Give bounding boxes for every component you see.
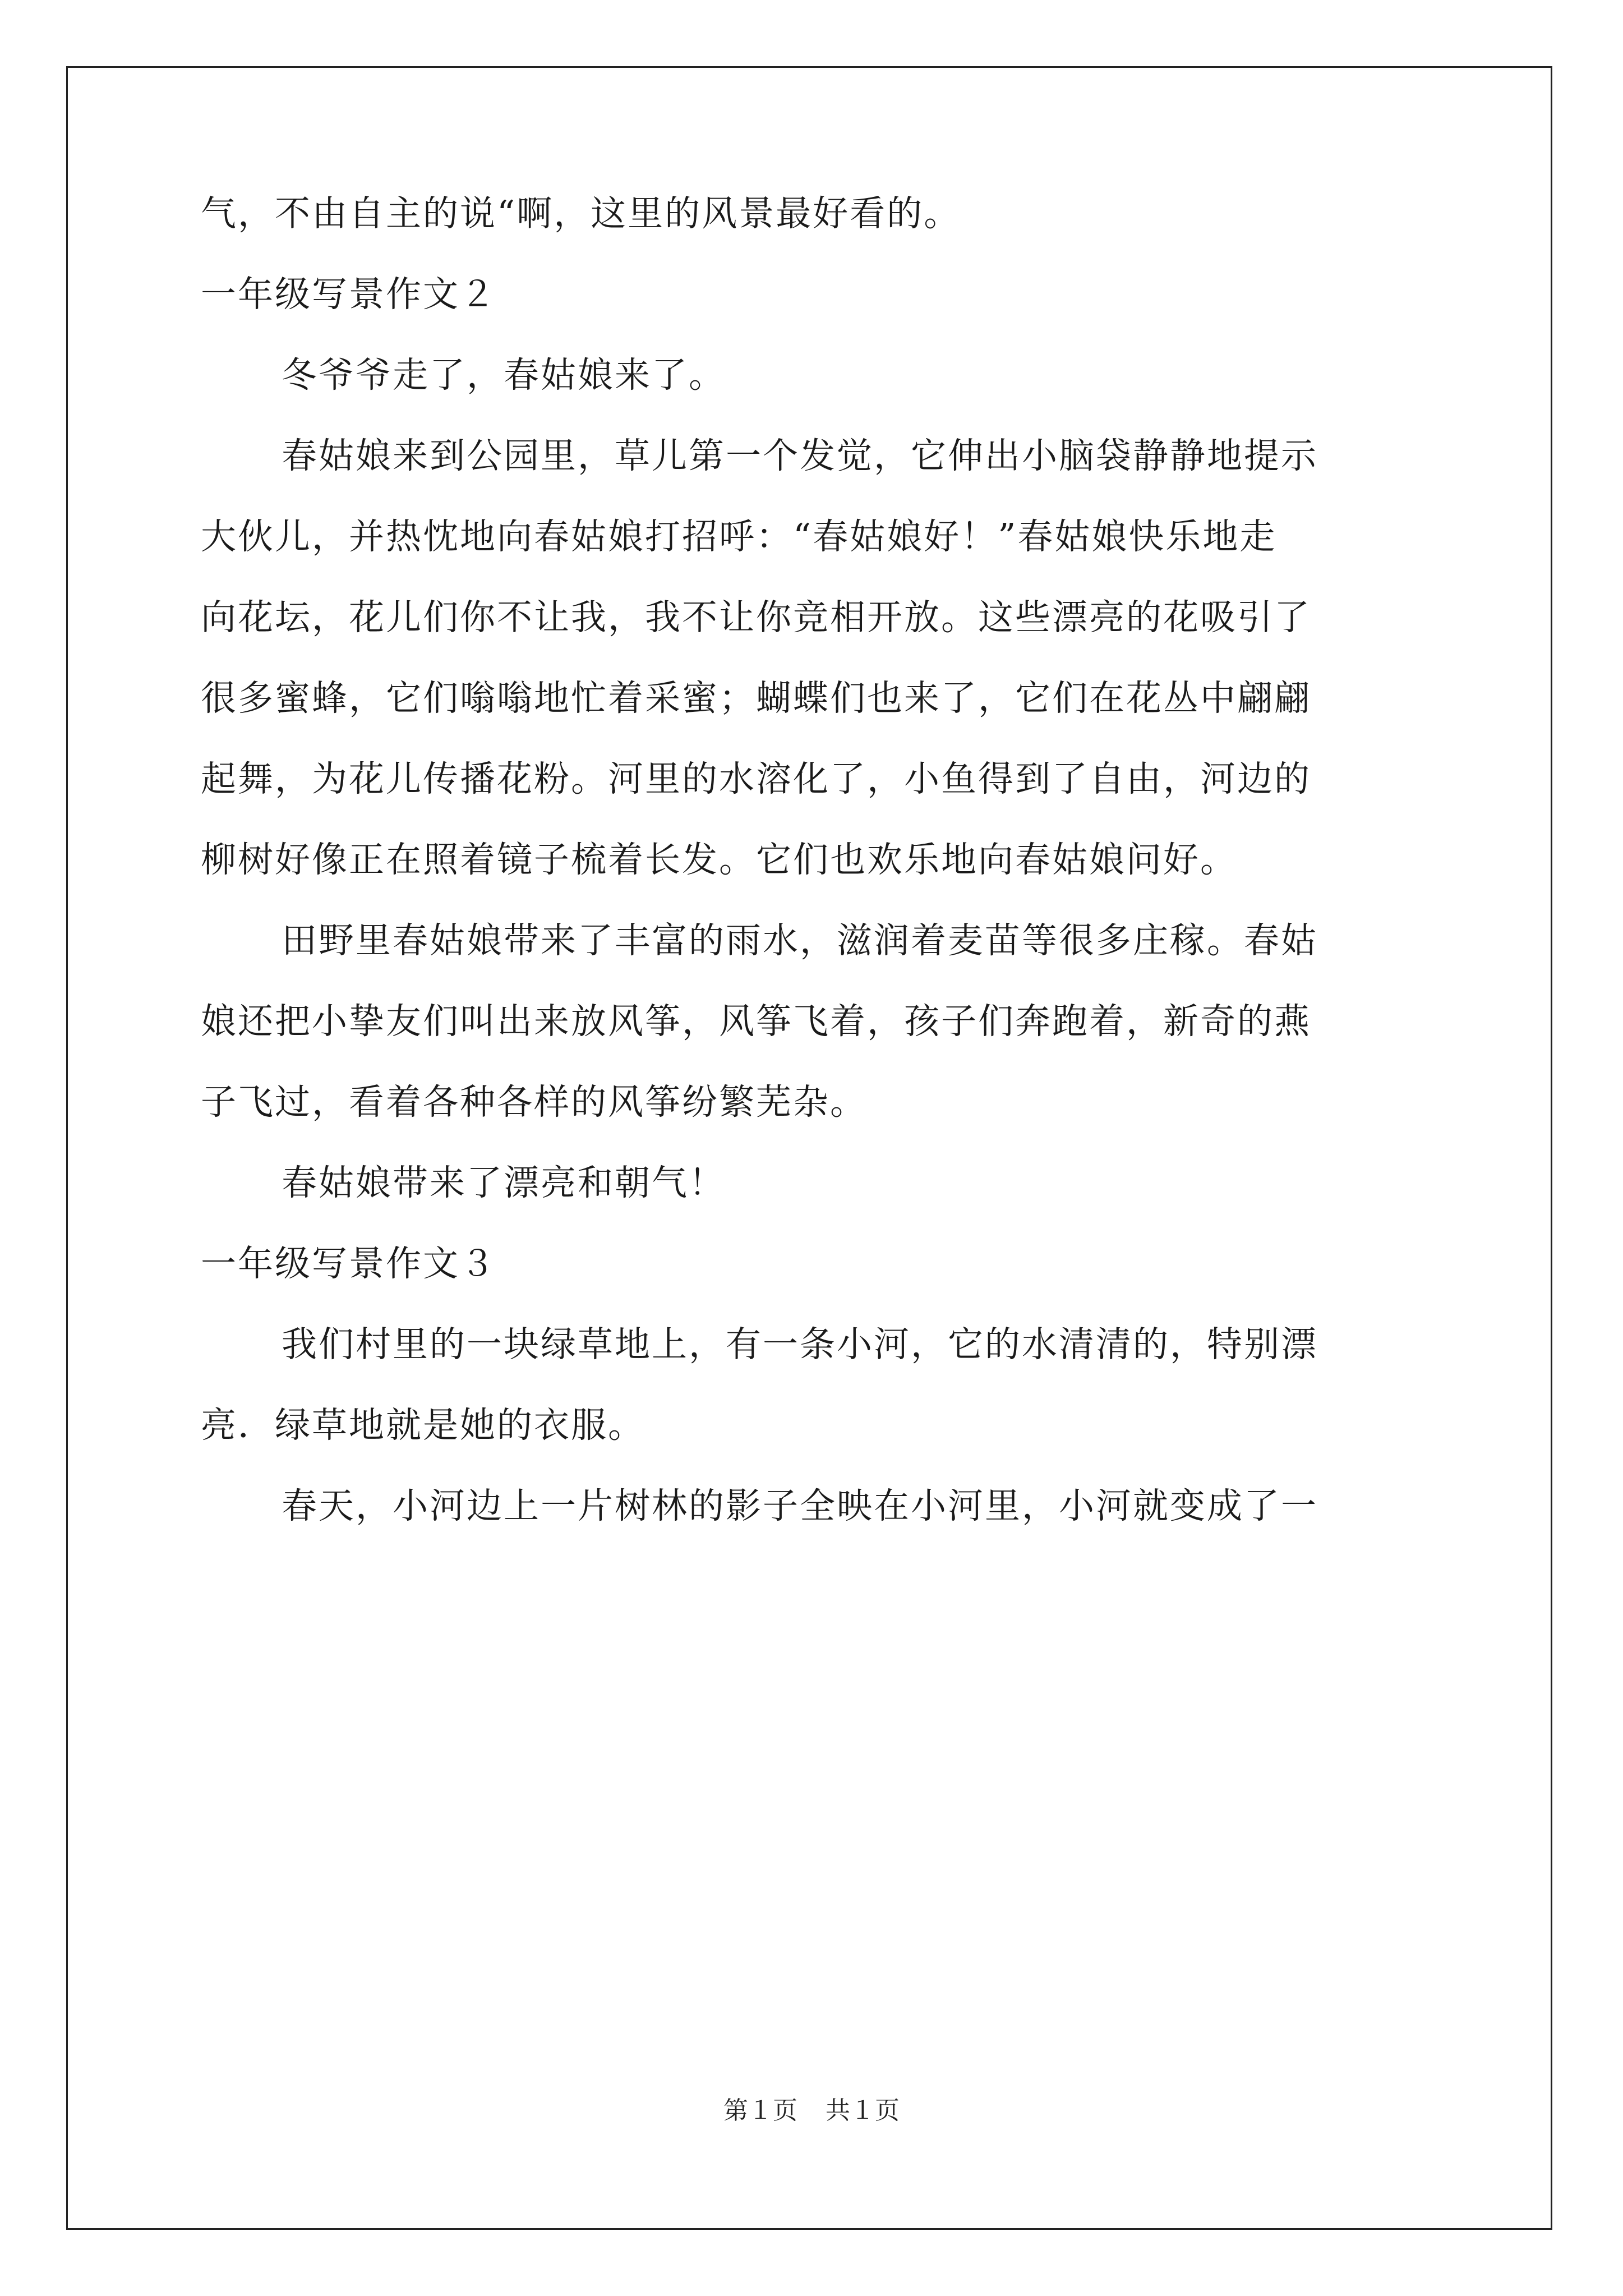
text-line: 很多蜜蜂，它们嗡嗡地忙着采蜜；蝴蝶们也来了，它们在花丛中翩翩 (201, 678, 1311, 719)
page-footer (0, 2097, 1623, 2125)
text-line: 大伙儿，并热忱地向春姑娘打招呼：“春姑娘好！”春姑娘快乐地走 (201, 516, 1277, 557)
page-number: 第１页 (723, 2096, 797, 2125)
section-heading: 一年级写景作文３ (201, 1243, 497, 1284)
text-line: 冬爷爷走了，春姑娘来了。 (282, 355, 726, 395)
text-line: 娘还把小挚友们叫出来放风筝，风筝飞着，孩子们奔跑着，新奇的燕 (201, 1001, 1311, 1042)
text-line: 气，不由自主的说“啊，这里的风景最好看的。 (201, 193, 961, 234)
text-line: 亮．绿草地就是她的衣服。 (201, 1405, 645, 1446)
text-line: 起舞，为花儿传播花粉。河里的水溶化了，小鱼得到了自由，河边的 (201, 758, 1311, 799)
page-total: 共１页 (826, 2096, 900, 2125)
document-body (201, 194, 1429, 1567)
text-line: 春天，小河边上一片树林的影子全映在小河里，小河就变成了一 (282, 1485, 1318, 1526)
text-line: 春姑娘带来了漂亮和朝气！ (282, 1162, 726, 1203)
text-line: 我们村里的一块绿草地上，有一条小河，它的水清清的，特别漂 (282, 1324, 1318, 1365)
text-line: 向花坛，花儿们你不让我，我不让你竞相开放。这些漂亮的花吸引了 (201, 597, 1311, 638)
section-heading: 一年级写景作文２ (201, 274, 497, 315)
text-line: 柳树好像正在照着镜子梳着长发。它们也欢乐地向春姑娘问好。 (201, 839, 1237, 880)
text-line: 子飞过，看着各种各样的风筝纷繁芜杂。 (201, 1082, 867, 1122)
text-line: 田野里春姑娘带来了丰富的雨水，滋润着麦苗等很多庄稼。春姑 (282, 920, 1318, 961)
text-line: 春姑娘来到公园里，草儿第一个发觉，它伸出小脑袋静静地提示 (282, 435, 1318, 476)
